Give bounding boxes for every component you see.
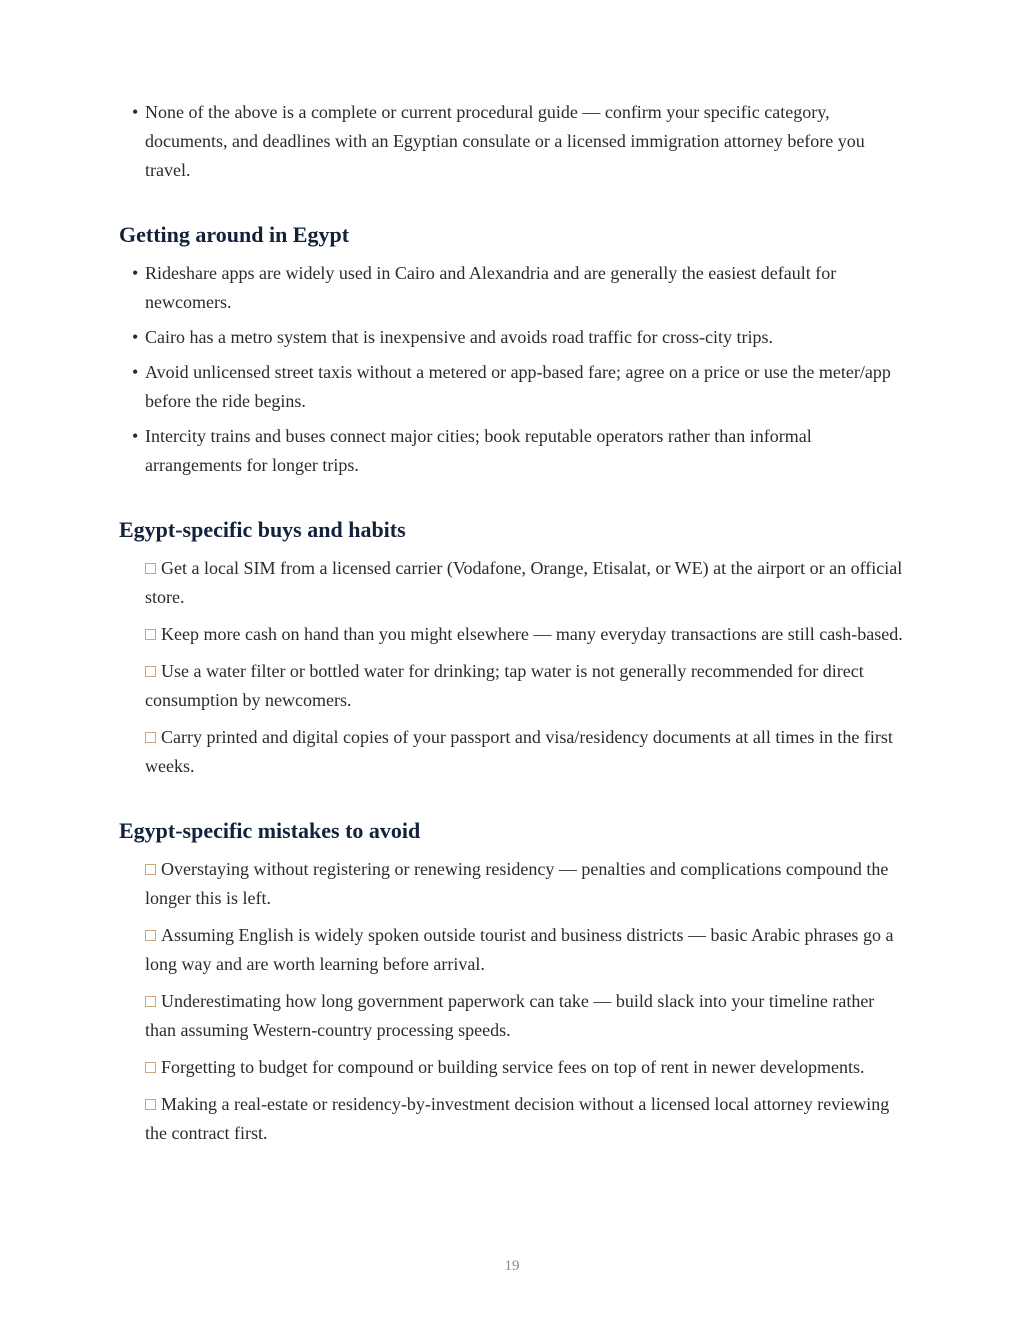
- checklist-item-text: Underestimating how long government paperwork can take — build slack into your timeline rather than assuming Western-country processing speeds.: [145, 991, 875, 1040]
- checklist-item-text: Forgetting to budget for compound or building service fees on top of rent in newer developments.: [161, 1057, 865, 1077]
- section-heading: Egypt-specific buys and habits: [119, 517, 406, 542]
- checklist-item-text: Making a real-estate or residency-by-investment decision without a licensed local attorney reviewing the contract first.: [145, 1094, 890, 1143]
- mistakes-to-avoid-checklist: [119, 855, 905, 1148]
- document-page: [119, 98, 905, 1156]
- checklist-item: [119, 620, 905, 649]
- empty-checkbox-icon[interactable]: [145, 1099, 156, 1110]
- bullet-dot-icon: •: [132, 263, 139, 283]
- buys-and-habits-checklist: [119, 554, 905, 781]
- checklist-item: [119, 987, 905, 1045]
- list-item: [119, 422, 905, 480]
- list-item: [119, 323, 905, 352]
- bullet-dot-icon: •: [132, 362, 139, 382]
- bullet-dot-icon: •: [132, 102, 139, 122]
- checklist-item: [119, 855, 905, 913]
- bullet-dot-icon: •: [132, 426, 139, 446]
- checklist-item-text: Use a water filter or bottled water for drinking; tap water is not generally recommended for direct consumption by newcomers.: [145, 661, 864, 710]
- empty-checkbox-icon[interactable]: [145, 563, 156, 574]
- checklist-item-text: Get a local SIM from a licensed carrier (Vodafone, Orange, Etisalat, or WE) at the airport or an official store.: [145, 558, 903, 607]
- checklist-item-text: Overstaying without registering or renewing residency — penalties and complications compound the longer this is left.: [145, 859, 889, 908]
- getting-around-list: [119, 259, 905, 480]
- list-item-text: Rideshare apps are widely used in Cairo and Alexandria and are generally the easiest default for newcomers.: [145, 263, 837, 312]
- list-item: [119, 98, 905, 185]
- intro-bullet-list: [119, 98, 905, 185]
- checklist-item: [119, 1053, 905, 1082]
- checklist-item: [119, 657, 905, 715]
- list-item-text: None of the above is a complete or current procedural guide — confirm your specific category, documents, and deadlines with an Egyptian consulate or a licensed immigration attorney before you travel.: [145, 102, 865, 180]
- list-item: [119, 358, 905, 416]
- checklist-item: [119, 921, 905, 979]
- checklist-item: [119, 554, 905, 612]
- checklist-item-text: Carry printed and digital copies of your passport and visa/residency documents at all times in the first weeks.: [145, 727, 893, 776]
- list-item-text: Avoid unlicensed street taxis without a metered or app-based fare; agree on a price or use the meter/​app before the ride begins.: [145, 362, 891, 411]
- page-number: 19: [504, 1258, 520, 1274]
- list-item-text: Cairo has a metro system that is inexpensive and avoids road traffic for cross-city trips.: [145, 327, 774, 347]
- empty-checkbox-icon[interactable]: [145, 864, 156, 875]
- empty-checkbox-icon[interactable]: [145, 666, 156, 677]
- empty-checkbox-icon[interactable]: [145, 930, 156, 941]
- empty-checkbox-icon[interactable]: [145, 732, 156, 743]
- checklist-item-text: Keep more cash on hand than you might elsewhere — many everyday transactions are still cash-based.: [161, 624, 903, 644]
- checklist-item: [119, 723, 905, 781]
- empty-checkbox-icon[interactable]: [145, 996, 156, 1007]
- checklist-item: [119, 1090, 905, 1148]
- section-heading: Egypt-specific mistakes to avoid: [119, 818, 421, 843]
- empty-checkbox-icon[interactable]: [145, 629, 156, 640]
- empty-checkbox-icon[interactable]: [145, 1062, 156, 1073]
- checklist-item-text: Assuming English is widely spoken outside tourist and business districts — basic Arabic phrases go a long way and are worth learning before arrival.: [145, 925, 894, 974]
- section-heading: Getting around in Egypt: [119, 222, 350, 247]
- list-item: [119, 259, 905, 317]
- list-item-text: Intercity trains and buses connect major cities; book reputable operators rather than informal arrangements for longer trips.: [145, 426, 812, 475]
- bullet-dot-icon: •: [132, 327, 139, 347]
